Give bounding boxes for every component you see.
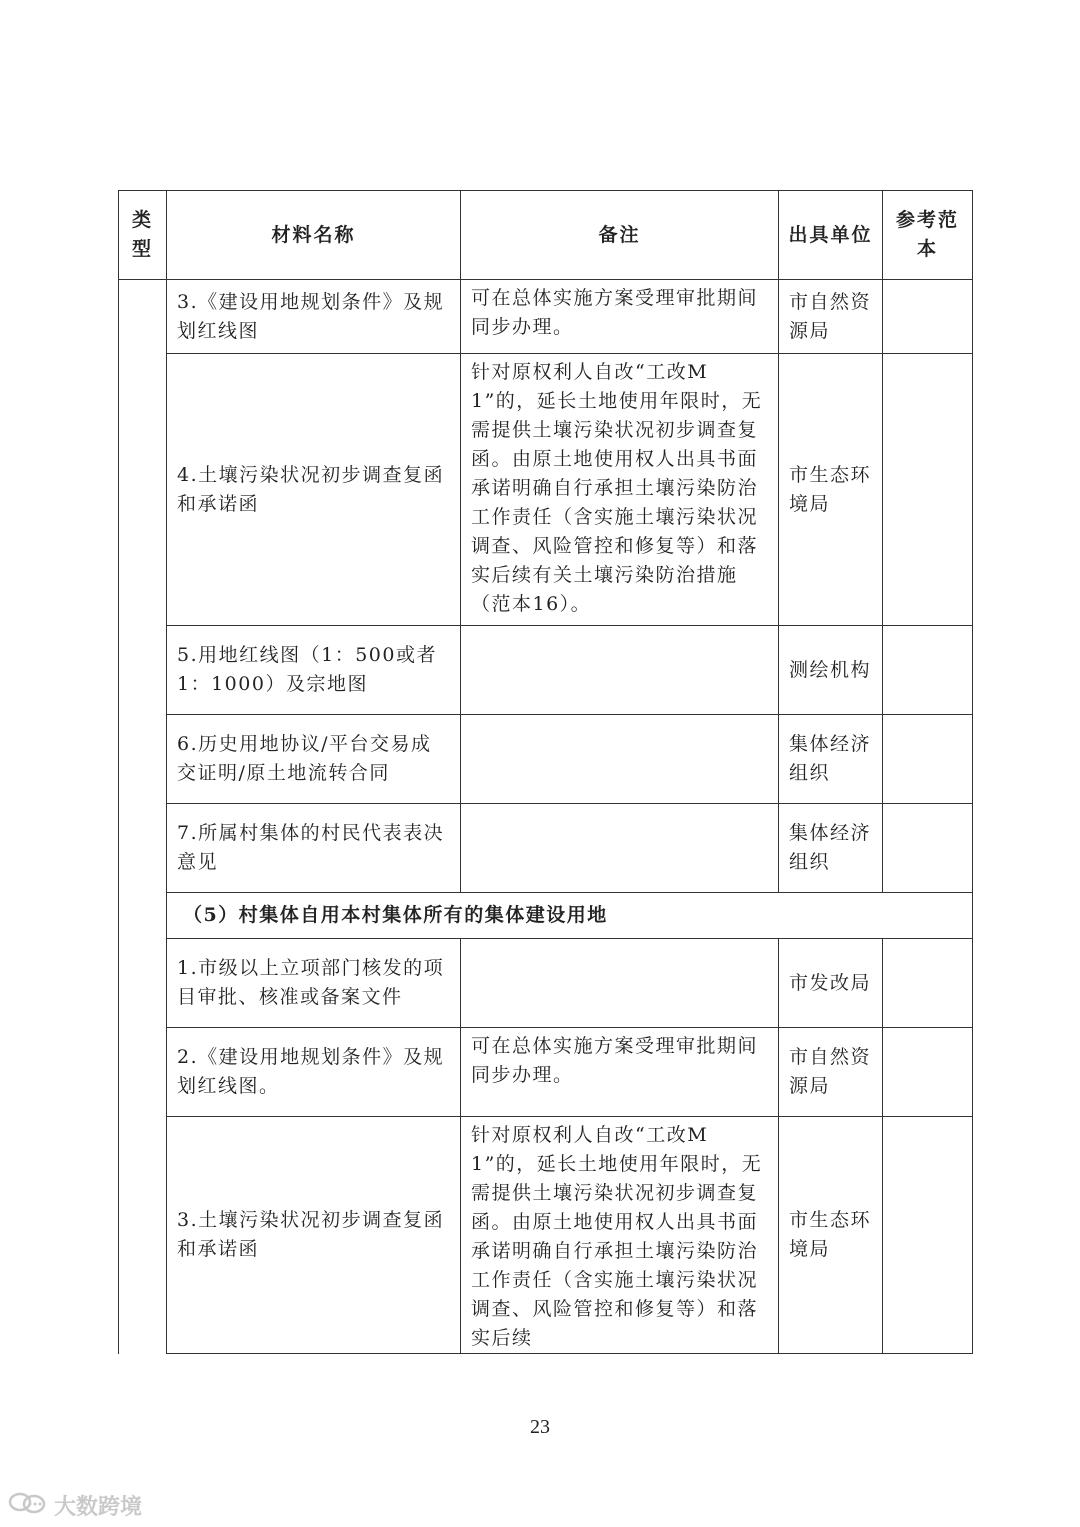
chat-bubbles-icon	[8, 1491, 54, 1521]
issuing-unit: 市生态环境局	[779, 354, 883, 626]
reference-sample	[883, 1028, 973, 1117]
remark: 针对原权利人自改“工改M1”的，延长土地使用年限时，无需提供土壤污染状况初步调查复函。由原土地使用权人出具书面承诺明确自行承担土壤污染防治工作责任（含实施土壤污染状况调查、风险管控和修复等）和落实后续有关土壤污染防治措施（范本16）。	[461, 354, 779, 626]
type-cell	[119, 939, 167, 1354]
reference-sample	[883, 715, 973, 804]
remark: 可在总体实施方案受理审批期间同步办理。	[461, 280, 779, 354]
remark	[461, 715, 779, 804]
header-type: 类型	[119, 191, 167, 280]
table-row	[119, 1028, 973, 1117]
materials-table	[118, 190, 973, 1354]
issuing-unit: 市自然资源局	[779, 280, 883, 354]
type-cell	[119, 280, 167, 893]
section-header-row	[119, 893, 973, 939]
issuing-unit: 市发改局	[779, 939, 883, 1028]
table-row	[119, 715, 973, 804]
material-name: 6.历史用地协议/平台交易成交证明/原土地流转合同	[167, 715, 461, 804]
reference-sample	[883, 939, 973, 1028]
header-remark: 备注	[461, 191, 779, 280]
reference-sample	[883, 804, 973, 893]
header-material-name: 材料名称	[167, 191, 461, 280]
watermark-text: 大数跨境	[54, 1495, 143, 1520]
header-reference-sample: 参考范本	[883, 191, 973, 280]
issuing-unit: 市生态环境局	[779, 1117, 883, 1354]
material-name: 2.《建设用地规划条件》及规划红线图。	[167, 1028, 461, 1117]
type-cell	[119, 893, 167, 939]
table-row	[119, 939, 973, 1028]
remark	[461, 626, 779, 715]
issuing-unit: 测绘机构	[779, 626, 883, 715]
material-name: 5.用地红线图（1：500或者1：1000）及宗地图	[167, 626, 461, 715]
material-name: 4.土壤污染状况初步调查复函和承诺函	[167, 354, 461, 626]
material-name: 3.《建设用地规划条件》及规划红线图	[167, 280, 461, 354]
remark	[461, 939, 779, 1028]
table-row	[119, 280, 973, 354]
watermark	[8, 1490, 142, 1521]
reference-sample	[883, 354, 973, 626]
remark	[461, 804, 779, 893]
table-row	[119, 354, 973, 626]
header-issuing-unit: 出具单位	[779, 191, 883, 280]
remark: 针对原权利人自改“工改M1”的，延长土地使用年限时，无需提供土壤污染状况初步调查复函。由原土地使用权人出具书面承诺明确自行承担土壤污染防治工作责任（含实施土壤污染状况调查、风险管控和修复等）和落实后续	[461, 1117, 779, 1354]
reference-sample	[883, 280, 973, 354]
reference-sample	[883, 626, 973, 715]
table-row	[119, 626, 973, 715]
table-header-row	[119, 191, 973, 280]
table-row	[119, 1117, 973, 1354]
issuing-unit: 集体经济组织	[779, 804, 883, 893]
issuing-unit: 集体经济组织	[779, 715, 883, 804]
remark: 可在总体实施方案受理审批期间同步办理。	[461, 1028, 779, 1117]
material-name: 7.所属村集体的村民代表表决意见	[167, 804, 461, 893]
issuing-unit: 市自然资源局	[779, 1028, 883, 1117]
section-title: （5）村集体自用本村集体所有的集体建设用地	[167, 893, 973, 939]
table-row	[119, 804, 973, 893]
reference-sample	[883, 1117, 973, 1354]
material-name: 1.市级以上立项部门核发的项目审批、核准或备案文件	[167, 939, 461, 1028]
material-name: 3.土壤污染状况初步调查复函和承诺函	[167, 1117, 461, 1354]
page-number: 23	[530, 1416, 550, 1438]
